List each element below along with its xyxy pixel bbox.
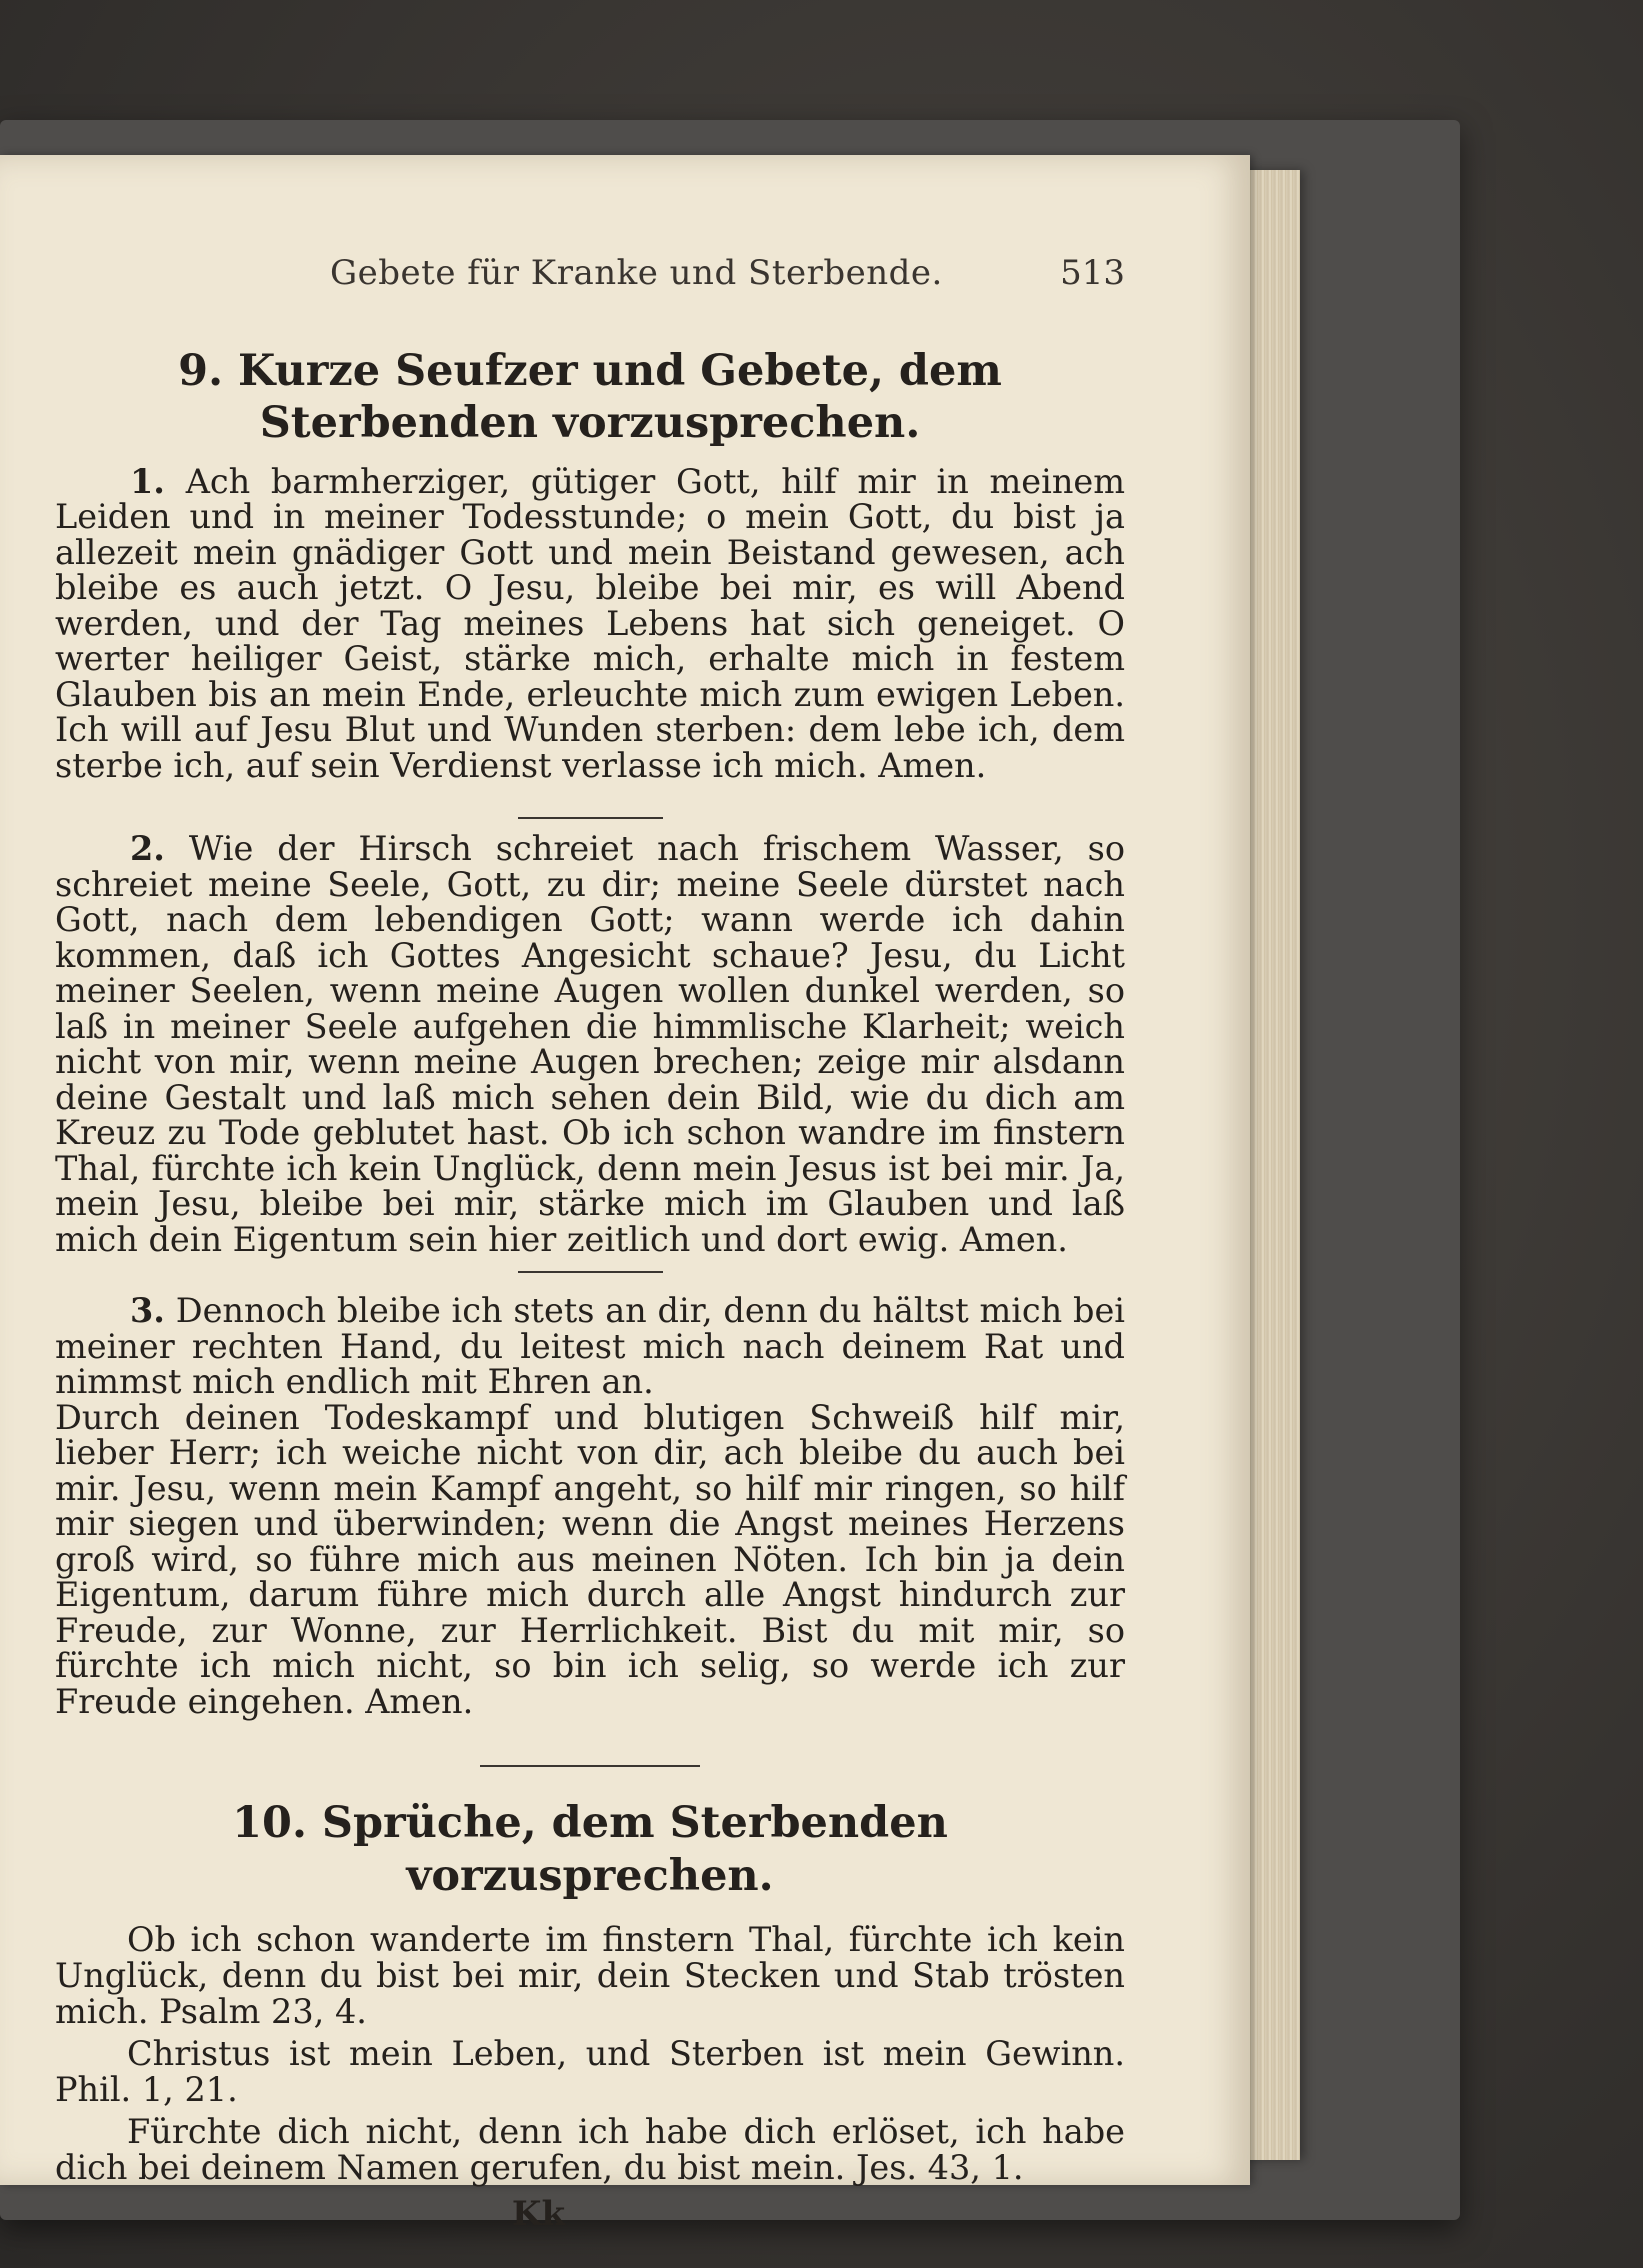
running-title: Gebete für Kranke und Sterbende.: [330, 253, 943, 293]
prayer-4: Durch deinen Todeskampf und blutigen Schweiß hilf mir, lieber Herr; ich weiche nicht von dir, ach bleibe du auch bei mir. Jesu, wenn mein Kampf angeht, so hilf mir ringen, so hilf mir siegen und überwinden; wenn die Angst meines Herzens groß wird, so führe mich aus meinen Nöten. Ich bin ja dein Eigentum, darum führe mich durch alle Angst hindurch zur Freude, zur Wonne, zur Herrlichkeit. Bist du mit mir, so fürchte ich mich nicht, so bin ich selig, so werde ich zur Freude eingehen. Amen.: [55, 1397, 1125, 1721]
prayer-3-number: 3.: [130, 1291, 165, 1331]
verse-psalm-23: Ob ich schon wanderte im finstern Thal, fürchte ich kein Unglück, denn du bist bei mir, dein Stecken und Stab trösten mich. Psalm 23, 4.: [55, 1920, 1125, 2032]
prayer-1: [55, 461, 1125, 785]
prayer-2-number: 2.: [130, 829, 165, 869]
separator-rule: [518, 817, 663, 819]
catchword: Kk: [511, 2194, 565, 2235]
page-number: 513: [1060, 253, 1125, 293]
prayer-1-number: 1.: [130, 461, 165, 501]
verse-jes-43: Fürchte dich nicht, denn ich habe dich erlöset, ich habe dich bei deinem Namen gerufen, du bist mein. Jes. 43, 1.: [55, 2112, 1125, 2188]
page-content: [55, 345, 1125, 2234]
section-10-title: 10. Sprüche, dem Sterbenden vorzusprechen.: [232, 1798, 948, 1901]
prayer-3-text: Dennoch bleibe ich stets an dir, denn du hältst mich bei meiner rechten Hand, du leitest mich nach deinem Rat und nimmst mich endlich mit Ehren an.: [55, 1291, 1125, 1402]
section-9-title: 9. Kurze Seufzer und Gebete, dem Sterbenden vorzusprechen.: [178, 346, 1002, 449]
prayer-3: [55, 1293, 1125, 1400]
prayer-2-text: Wie der Hirsch schreiet nach frischem Wasser, so schreiet meine Seele, Gott, zu dir; meine Seele dürstet nach Gott, nach dem lebendigen Gott; wann werde ich dahin kommen, daß ich Gottes Angesicht schaue? Jesu, du Licht meiner Seelen, wenn meine Augen wollen dunkel werden, so laß in meiner Seele aufgehen die himmlische Klarheit; weich nicht von mir, wenn meine Augen brechen; zeige mir alsdann deine Gestalt und laß mich sehen dein Bild, wie du dich am Kreuz zu Tode geblutet hast. Ob ich schon wandre im finstern Thal, fürchte ich kein Unglück, denn mein Jesus ist bei mir. Ja, mein Jesu, bleibe bei mir, stärke mich im Glauben und laß mich dein Eigentum sein hier zeitlich und dort ewig. Amen.: [55, 829, 1125, 1259]
prayer-2: [55, 831, 1125, 1257]
section-separator-rule: [480, 1765, 700, 1767]
verse-phil-1: Christus ist mein Leben, und Sterben ist mein Gewinn. Phil. 1, 21.: [55, 2034, 1125, 2110]
prayer-1-text: Ach barmherziger, gütiger Gott, hilf mir in meinem Leiden und in meiner Todesstunde; o mein Gott, du bist ja allezeit mein gnädiger Gott und mein Beistand gewesen, ach bleibe es auch jetzt. O Jesu, bleibe bei mir, es will Abend werden, und der Tag meines Lebens hat sich geneiget. O werter heiliger Geist, stärke mich, erhalte mich in festem Glauben bis an mein Ende, erleuchte mich zum ewigen Leben. Ich will auf Jesu Blut und Wunden sterben: dem lebe ich, dem sterbe ich, auf sein Verdienst verlasse ich mich. Amen.: [55, 461, 1125, 785]
separator-rule: [518, 1271, 663, 1273]
book-page: [0, 155, 1250, 2235]
